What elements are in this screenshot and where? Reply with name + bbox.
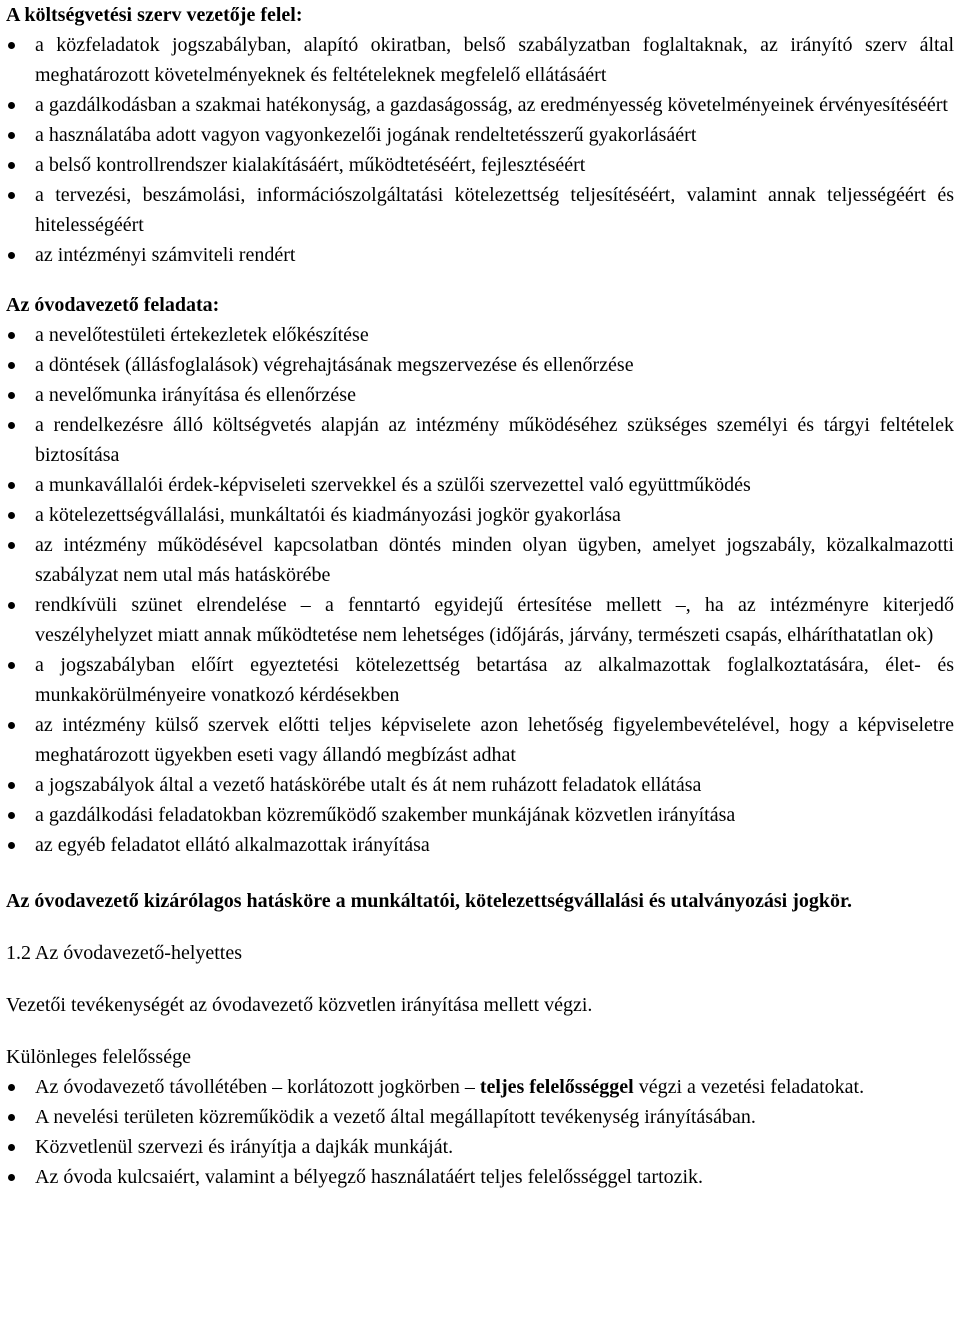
special-responsibility-heading: Különleges felelőssége [6,1046,191,1068]
list-item: A nevelési területen közreműködik a vezető által megállapított tevékenység irányításában. [0,1102,960,1132]
list-item: a nevelőmunka irányítása és ellenőrzése [0,380,960,410]
exclusive-authority-statement: Az óvodavezető kizárólagos hatásköre a munkáltatói, kötelezettségvállalási és utalványozási jogkör. [6,890,853,912]
list-item: a gazdálkodásban a szakmai hatékonyság, a gazdaságosság, az eredményesség követelményeinek érvényesítéséért [0,90,960,120]
list-item [0,1072,960,1102]
list-item: a használatába adott vagyon vagyonkezelői jogának rendeltetésszerű gyakorlásáért [0,120,960,150]
list-item: az intézményi számviteli rendért [0,240,960,270]
list-item: Közvetlenül szervezi és irányítja a dajkák munkáját. [0,1132,960,1162]
special-responsibility-list [0,1072,960,1192]
list-item: a jogszabályban előírt egyeztetési kötelezettség betartása az alkalmazottak foglalkoztatására, élet- és munkakörülményeire vonatkozó kérdésekben [0,650,960,710]
section-heading-director: A költségvetési szerv vezetője felel: [6,4,303,26]
deputy-description: Vezetői tevékenységét az óvodavezető közvetlen irányítása mellett végzi. [6,994,593,1016]
list-item: Az óvoda kulcsaiért, valamint a bélyegző használatáért teljes felelősséggel tartozik. [0,1162,960,1192]
list-item: az intézmény működésével kapcsolatban döntés minden olyan ügyben, amelyet jogszabály, közalkalmazotti szabályzat nem utal más hatáskörébe [0,530,960,590]
section-heading-tasks: Az óvodavezető feladata: [6,294,220,316]
director-task-list [0,320,960,860]
emphasis-text: teljes felelősséggel [479,1076,634,1098]
list-item: a közfeladatok jogszabályban, alapító okiratban, belső szabályzatban foglaltaknak, az irányító szerv által meghatározott követelményeknek és feltételeknek megfelelő ellátásáért [0,30,960,90]
director-responsibility-list [0,30,960,270]
list-item: a munkavállalói érdek-képviseleti szervekkel és a szülői szervezettel való együttműködés [0,470,960,500]
list-item: a rendelkezésre álló költségvetés alapján az intézmény működéséhez szükséges személyi és tárgyi feltételek biztosítása [0,410,960,470]
list-item: a döntések (állásfoglalások) végrehajtásának megszervezése és ellenőrzése [0,350,960,380]
list-item: az egyéb feladatot ellátó alkalmazottak irányítása [0,830,960,860]
list-item: a tervezési, beszámolási, információszolgáltatási kötelezettség teljesítéséért, valamint annak teljességéért és hitelességéért [0,180,960,240]
deputy-section-title: 1.2 Az óvodavezető-helyettes [6,942,243,964]
list-item: a nevelőtestületi értekezletek előkészítése [0,320,960,350]
list-item: a belső kontrollrendszer kialakításáért, működtetéséért, fejlesztéséért [0,150,960,180]
list-item: a gazdálkodási feladatokban közreműködő szakember munkájának közvetlen irányítása [0,800,960,830]
list-item: a jogszabályok által a vezető hatáskörébe utalt és át nem ruházott feladatok ellátása [0,770,960,800]
list-item: az intézmény külső szervek előtti teljes képviselete azon lehetőség figyelembevételével, hogy a képviseletre meghatározott ügyekben eseti vagy állandó megbízást adhat [0,710,960,770]
item-text-after: végzi a vezetési feladatokat. [638,1076,865,1098]
list-item: rendkívüli szünet elrendelése – a fenntartó egyidejű értesítése mellett –, ha az intézményre kiterjedő veszélyhelyzet miatt annak működtetése nem lehetséges (időjárás, járvány, természeti csapás, elháríthatatlan ok) [0,590,960,650]
item-text-before: Az óvodavezető távollétében – korlátozott jogkörben – [35,1076,475,1098]
list-item: a kötelezettségvállalási, munkáltatói és kiadmányozási jogkör gyakorlása [0,500,960,530]
